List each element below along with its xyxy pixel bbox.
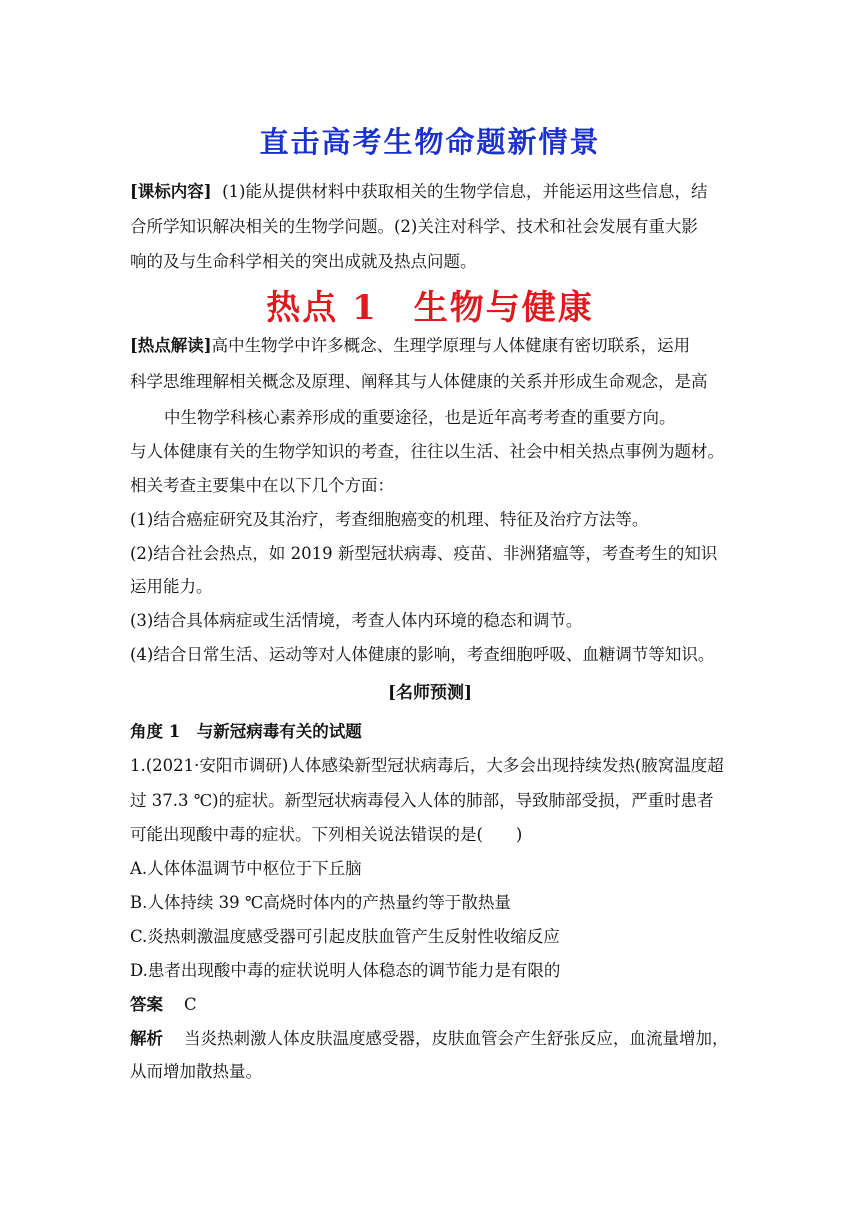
interpretation-line-5: 相关考查主要集中在以下几个方面： xyxy=(130,476,394,495)
answer-label: 答案 xyxy=(130,995,163,1014)
question-line-3: 可能出现酸中毒的症状。下列相关说法错误的是( ) xyxy=(130,825,523,844)
analysis-line-1: 解析 当炎热刺激人体皮肤温度感受器，皮肤血管会产生舒张反应，血流量增加， xyxy=(130,1029,729,1048)
analysis-label: 解析 xyxy=(130,1029,163,1048)
main-title: 直击高考生物命题新情景 xyxy=(259,125,601,159)
question-line-2: 过 37.3 ℃)的症状。新型冠状病毒侵入人体的肺部，导致肺部受损，严重时患者 xyxy=(130,791,714,810)
interpretation-line-9: (3)结合具体病症或生活情境，考查人体内环境的稳态和调节。 xyxy=(130,611,583,630)
interpretation-label: [热点解读] xyxy=(130,336,212,355)
curriculum-line-2: 合所学知识解决相关的生物学问题。(2)关注对科学、技术和社会发展有重大影 xyxy=(130,217,698,236)
analysis-line-2: 从而增加散热量。 xyxy=(130,1062,262,1081)
option-b: B.人体持续 39 ℃高烧时体内的产热量约等于散热量 xyxy=(130,893,511,912)
interpretation-line-8: 运用能力。 xyxy=(130,577,213,596)
interpretation-line-1: [热点解读]高中生物学中许多概念、生理学原理与人体健康有密切联系，运用 xyxy=(130,336,691,355)
interpretation-line-7: (2)结合社会热点，如 2019 新型冠状病毒、疫苗、非洲猪瘟等，考查考生的知识 xyxy=(130,544,718,563)
interpretation-line-6: (1)结合癌症研究及其治疗，考查细胞癌变的机理、特征及治疗方法等。 xyxy=(130,510,649,529)
option-a: A.人体体温调节中枢位于下丘脑 xyxy=(130,859,362,878)
question-line-1: 1.(2021·安阳市调研)人体感染新型冠状病毒后，大多会出现持续发热(腋窝温度超 xyxy=(130,756,724,775)
interpretation-line-2: 科学思维理解相关概念及原理、阐释其与人体健康的关系并形成生命观念，是高 xyxy=(130,372,708,391)
curriculum-line-1: [课标内容] (1)能从提供材料中获取相关的生物学信息，并能运用这些信息，结 xyxy=(130,182,708,201)
angle-heading: 角度 1 与新冠病毒有关的试题 xyxy=(130,722,362,741)
interpretation-line-10: (4)结合日常生活、运动等对人体健康的影响，考查细胞呼吸、血糖调节等知识。 xyxy=(130,645,715,664)
option-c: C.炎热刺激温度感受器可引起皮肤血管产生反射性收缩反应 xyxy=(130,927,560,946)
option-d: D.患者出现酸中毒的症状说明人体稳态的调节能力是有限的 xyxy=(130,961,561,980)
curriculum-line-3: 响的及与生命科学相关的突出成就及热点问题。 xyxy=(130,252,477,271)
interpretation-line-4: 与人体健康有关的生物学知识的考查，往往以生活、社会中相关热点事例为题材。 xyxy=(130,442,724,461)
answer-line xyxy=(130,991,730,1015)
prediction-label: [名师预测] xyxy=(387,683,473,703)
hotspot-title: 热点 1 生物与健康 xyxy=(266,288,594,328)
interpretation-line-3: 中生物学科核心素养形成的重要途径，也是近年高考考查的重要方向。 xyxy=(164,408,676,427)
curriculum-label: [课标内容] xyxy=(130,182,212,201)
answer-value: C xyxy=(183,995,197,1014)
